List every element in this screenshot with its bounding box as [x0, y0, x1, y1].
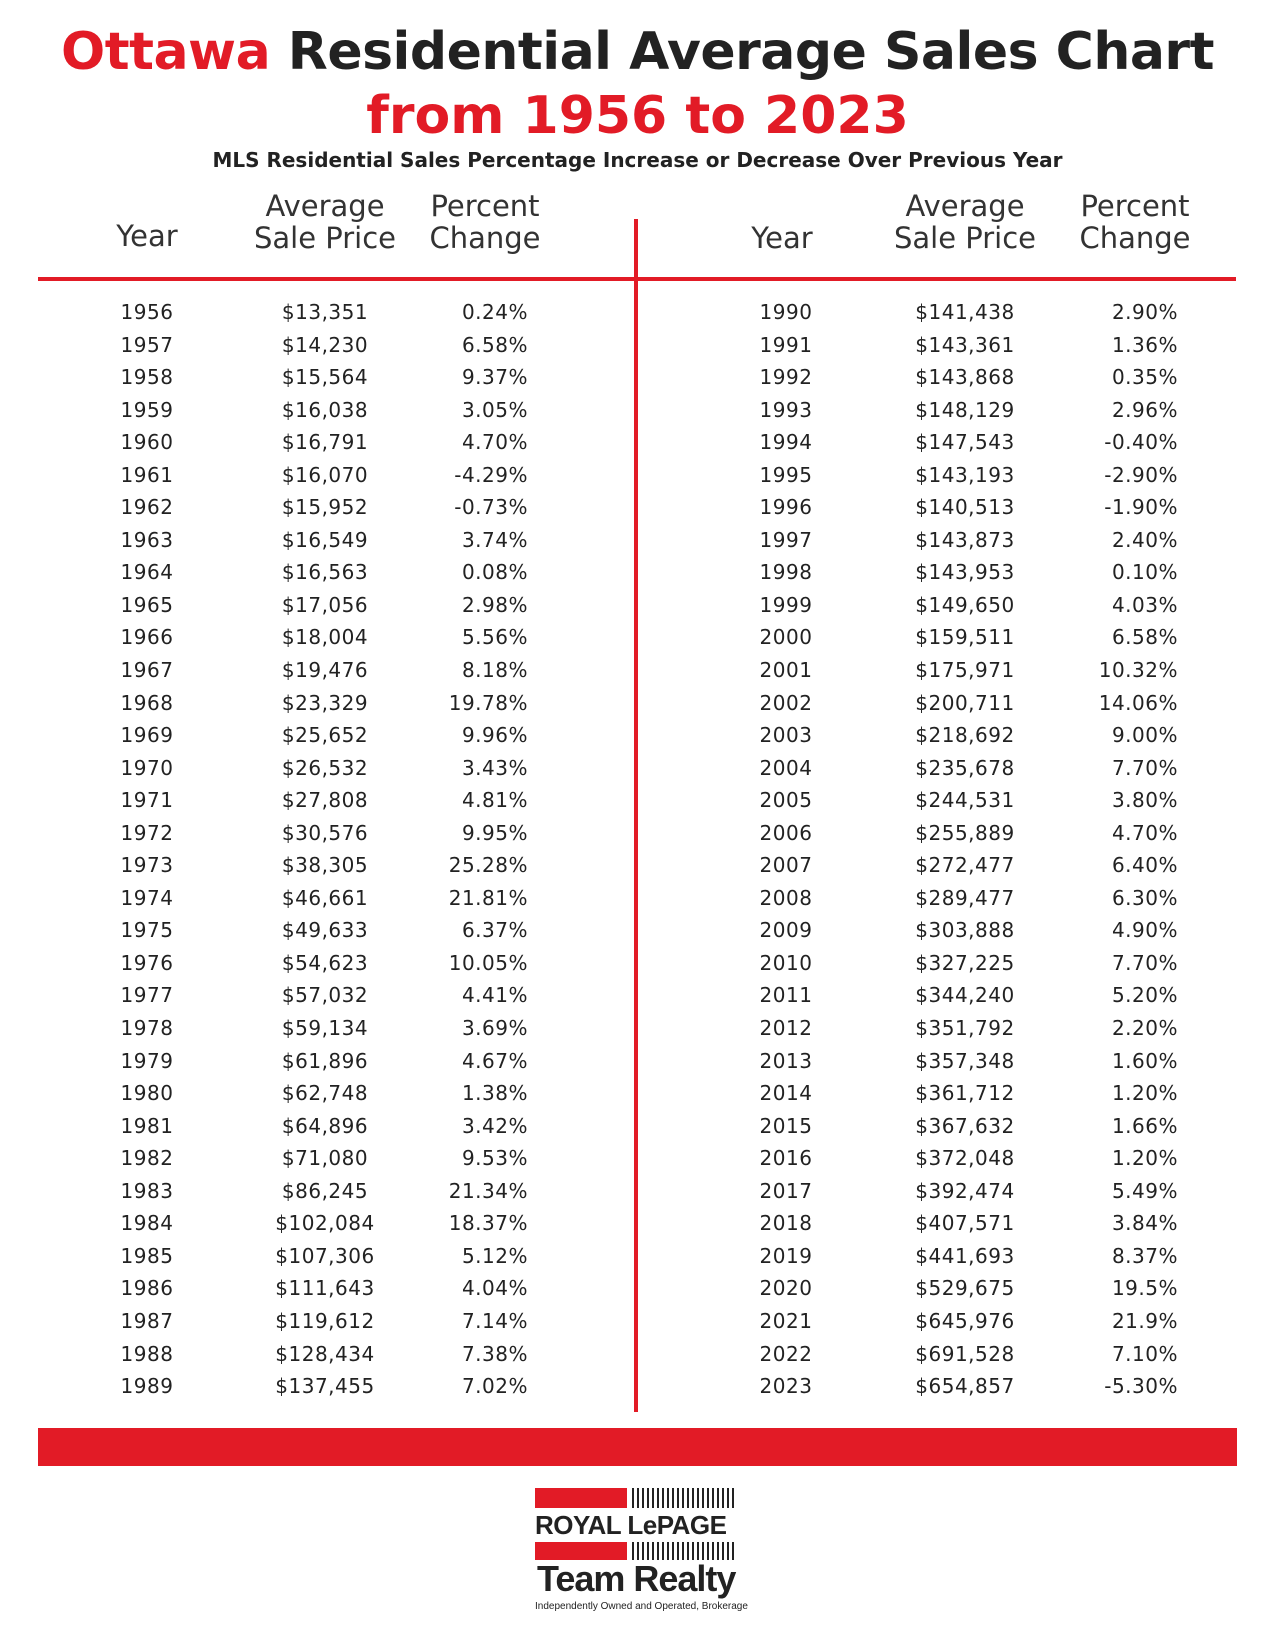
left-header-avg-line2: Sale Price	[253, 221, 397, 255]
cell-year: 1966	[120, 625, 174, 650]
cell-price: $54,623	[281, 950, 369, 975]
cell-price: $59,134	[281, 1016, 369, 1041]
cell-percent: 6.30%	[1111, 885, 1178, 910]
cell-price: $654,857	[915, 1374, 1015, 1399]
cell-price: $529,675	[915, 1276, 1015, 1301]
cell-year: 2008	[759, 885, 813, 910]
cell-year: 1968	[120, 690, 174, 715]
cell-price: $143,361	[915, 332, 1015, 357]
cell-price: $27,808	[281, 788, 369, 813]
cell-year: 2012	[759, 1016, 813, 1041]
cell-year: 2018	[759, 1211, 813, 1236]
cell-percent: 9.95%	[461, 820, 528, 845]
page-title	[0, 22, 1275, 82]
cell-price: $244,531	[915, 788, 1015, 813]
cell-year: 2001	[759, 658, 813, 683]
cell-percent: 5.56%	[461, 625, 528, 650]
cell-year: 2007	[759, 853, 813, 878]
cell-percent: -1.90%	[1104, 495, 1178, 520]
cell-price: $26,532	[281, 755, 369, 780]
cell-percent: 5.49%	[1111, 1178, 1178, 1203]
cell-year: 1994	[759, 430, 813, 455]
cell-percent: 3.43%	[461, 755, 528, 780]
cell-price: $16,038	[281, 397, 369, 422]
cell-year: 1993	[759, 397, 813, 422]
cell-percent: -0.40%	[1104, 430, 1178, 455]
cell-price: $107,306	[275, 1243, 375, 1268]
cell-percent: 4.70%	[1111, 820, 1178, 845]
cell-percent: 3.05%	[461, 397, 528, 422]
cell-year: 1960	[120, 430, 174, 455]
cell-price: $46,661	[281, 885, 369, 910]
cell-price: $119,612	[275, 1308, 375, 1333]
cell-percent: 4.70%	[461, 430, 528, 455]
cell-year: 1997	[759, 527, 813, 552]
cell-percent: 1.20%	[1111, 1146, 1178, 1171]
cell-price: $141,438	[915, 300, 1015, 324]
cell-price: $13,351	[281, 300, 369, 324]
footer-bar	[38, 1428, 1237, 1466]
cell-year: 2022	[759, 1341, 813, 1366]
cell-percent: 4.03%	[1111, 592, 1178, 617]
cell-price: $147,543	[915, 430, 1015, 455]
cell-price: $149,650	[915, 592, 1015, 617]
right-header-avg-line2: Sale Price	[893, 221, 1037, 255]
cell-price: $407,571	[915, 1211, 1015, 1236]
left-header-year: Year	[116, 219, 178, 253]
cell-year: 2006	[759, 820, 813, 845]
cell-year: 1987	[120, 1308, 174, 1333]
cell-year: 1977	[120, 983, 174, 1008]
cell-price: $357,348	[915, 1048, 1015, 1073]
cell-percent: 6.58%	[1111, 625, 1178, 650]
cell-year: 2004	[759, 755, 813, 780]
cell-percent: 25.28%	[448, 853, 528, 878]
cell-percent: 19.5%	[1111, 1276, 1178, 1301]
cell-year: 2003	[759, 723, 813, 748]
cell-percent: 2.96%	[1111, 397, 1178, 422]
cell-percent: -4.29%	[454, 462, 528, 487]
cell-price: $159,511	[915, 625, 1015, 650]
cell-year: 1985	[120, 1243, 174, 1268]
cell-year: 1983	[120, 1178, 174, 1203]
cell-year: 1959	[120, 397, 174, 422]
cell-price: $255,889	[915, 820, 1015, 845]
cell-percent: 1.36%	[1111, 332, 1178, 357]
cell-percent: 6.37%	[461, 918, 528, 943]
cell-price: $140,513	[915, 495, 1015, 520]
cell-year: 1980	[120, 1081, 174, 1106]
cell-year: 1972	[120, 820, 174, 845]
cell-percent: 10.05%	[448, 950, 528, 975]
cell-percent: 0.35%	[1111, 365, 1178, 390]
cell-percent: 4.67%	[461, 1048, 528, 1073]
cell-year: 1971	[120, 788, 174, 813]
cell-price: $272,477	[915, 853, 1015, 878]
cell-percent: 3.80%	[1111, 788, 1178, 813]
cell-percent: 4.41%	[461, 983, 528, 1008]
right-header-pct-line1: Percent	[1080, 189, 1190, 223]
cell-year: 2000	[759, 625, 813, 650]
cell-price: $25,652	[281, 723, 369, 748]
cell-percent: 0.24%	[461, 300, 528, 324]
cell-price: $17,056	[281, 592, 369, 617]
cell-year: 2010	[759, 950, 813, 975]
cell-price: $16,791	[281, 430, 369, 455]
cell-price: $148,129	[915, 397, 1015, 422]
cell-year: 2014	[759, 1081, 813, 1106]
cell-year: 1999	[759, 592, 813, 617]
cell-price: $15,564	[281, 365, 369, 390]
cell-year: 1984	[120, 1211, 174, 1236]
cell-year: 1976	[120, 950, 174, 975]
cell-percent: 2.90%	[1111, 300, 1178, 324]
page-subtitle: MLS Residential Sales Percentage Increase or Decrease Over Previous Year	[212, 148, 1063, 172]
cell-year: 2002	[759, 690, 813, 715]
cell-price: $71,080	[281, 1146, 369, 1171]
cell-percent: 7.10%	[1111, 1341, 1178, 1366]
cell-price: $64,896	[281, 1113, 369, 1138]
cell-year: 2011	[759, 983, 813, 1008]
cell-year: 1990	[759, 300, 813, 324]
cell-percent: 1.20%	[1111, 1081, 1178, 1106]
cell-year: 2020	[759, 1276, 813, 1301]
cell-year: 2023	[759, 1374, 813, 1399]
cell-percent: 5.20%	[1111, 983, 1178, 1008]
cell-percent: 21.81%	[448, 885, 528, 910]
cell-price: $175,971	[915, 658, 1015, 683]
cell-percent: 9.37%	[461, 365, 528, 390]
cell-year: 2017	[759, 1178, 813, 1203]
cell-year: 1986	[120, 1276, 174, 1301]
cell-year: 1988	[120, 1341, 174, 1366]
cell-price: $344,240	[915, 983, 1015, 1008]
cell-percent: 21.9%	[1111, 1308, 1178, 1333]
header-rule-left	[38, 277, 636, 281]
right-header-pct-line2: Change	[1079, 221, 1191, 255]
cell-percent: 3.84%	[1111, 1211, 1178, 1236]
cell-price: $372,048	[915, 1146, 1015, 1171]
title-rest: Residential Average Sales Chart	[287, 22, 1214, 82]
cell-percent: 9.96%	[461, 723, 528, 748]
left-header-avg-line1: Average	[265, 189, 385, 223]
column-divider	[634, 219, 638, 1412]
cell-price: $235,678	[915, 755, 1015, 780]
cell-year: 2015	[759, 1113, 813, 1138]
cell-percent: 4.90%	[1111, 918, 1178, 943]
cell-year: 1995	[759, 462, 813, 487]
cell-year: 2013	[759, 1048, 813, 1073]
logo-stripes-top	[632, 1488, 734, 1508]
cell-price: $61,896	[281, 1048, 369, 1073]
cell-percent: 21.34%	[448, 1178, 528, 1203]
cell-percent: 19.78%	[448, 690, 528, 715]
cell-percent: 7.02%	[461, 1374, 528, 1399]
cell-percent: 7.14%	[461, 1308, 528, 1333]
cell-percent: 2.20%	[1111, 1016, 1178, 1041]
cell-percent: 0.08%	[461, 560, 528, 585]
cell-price: $645,976	[915, 1308, 1015, 1333]
cell-price: $289,477	[915, 885, 1015, 910]
cell-year: 1992	[759, 365, 813, 390]
cell-year: 1956	[120, 300, 174, 324]
cell-price: $351,792	[915, 1016, 1015, 1041]
cell-percent: 7.70%	[1111, 950, 1178, 975]
left-header-pct-line1: Percent	[430, 189, 540, 223]
cell-price: $16,070	[281, 462, 369, 487]
cell-percent: 18.37%	[448, 1211, 528, 1236]
cell-year: 1974	[120, 885, 174, 910]
cell-percent: -5.30%	[1104, 1374, 1178, 1399]
cell-year: 1982	[120, 1146, 174, 1171]
cell-percent: 9.00%	[1111, 723, 1178, 748]
cell-percent: 2.98%	[461, 592, 528, 617]
cell-price: $18,004	[281, 625, 369, 650]
cell-year: 1957	[120, 332, 174, 357]
cell-year: 2019	[759, 1243, 813, 1268]
cell-price: $143,953	[915, 560, 1015, 585]
cell-percent: 4.81%	[461, 788, 528, 813]
cell-percent: 6.40%	[1111, 853, 1178, 878]
cell-year: 1978	[120, 1016, 174, 1041]
cell-percent: 3.69%	[461, 1016, 528, 1041]
cell-percent: 9.53%	[461, 1146, 528, 1171]
cell-year: 1967	[120, 658, 174, 683]
cell-year: 1962	[120, 495, 174, 520]
cell-price: $303,888	[915, 918, 1015, 943]
cell-price: $441,693	[915, 1243, 1015, 1268]
cell-price: $143,873	[915, 527, 1015, 552]
cell-year: 1975	[120, 918, 174, 943]
cell-percent: 7.70%	[1111, 755, 1178, 780]
cell-percent: 5.12%	[461, 1243, 528, 1268]
cell-price: $14,230	[281, 332, 369, 357]
cell-price: $30,576	[281, 820, 369, 845]
cell-percent: 6.58%	[461, 332, 528, 357]
right-header-avg-line1: Average	[905, 189, 1025, 223]
cell-percent: 4.04%	[461, 1276, 528, 1301]
cell-percent: 1.66%	[1111, 1113, 1178, 1138]
cell-price: $392,474	[915, 1178, 1015, 1203]
cell-percent: 8.37%	[1111, 1243, 1178, 1268]
title-city: Ottawa	[61, 22, 271, 82]
cell-price: $23,329	[281, 690, 369, 715]
cell-year: 2005	[759, 788, 813, 813]
title-date-range: from 1956 to 2023	[366, 86, 909, 146]
cell-year: 1963	[120, 527, 174, 552]
cell-price: $86,245	[281, 1178, 369, 1203]
cell-percent: 3.74%	[461, 527, 528, 552]
cell-percent: 1.38%	[461, 1081, 528, 1106]
cell-year: 1979	[120, 1048, 174, 1073]
cell-price: $62,748	[281, 1081, 369, 1106]
cell-percent: 0.10%	[1111, 560, 1178, 585]
cell-price: $137,455	[275, 1374, 375, 1399]
cell-percent: -0.73%	[454, 495, 528, 520]
cell-year: 1961	[120, 462, 174, 487]
cell-price: $16,563	[281, 560, 369, 585]
cell-percent: 2.40%	[1111, 527, 1178, 552]
cell-year: 1981	[120, 1113, 174, 1138]
cell-price: $102,084	[275, 1211, 375, 1236]
cell-percent: 8.18%	[461, 658, 528, 683]
cell-year: 1996	[759, 495, 813, 520]
royal-lepage-logo	[535, 1488, 748, 1618]
cell-price: $691,528	[915, 1341, 1015, 1366]
logo-red-bar-top	[535, 1488, 627, 1508]
cell-price: $327,225	[915, 950, 1015, 975]
cell-price: $143,193	[915, 462, 1015, 487]
cell-year: 1964	[120, 560, 174, 585]
cell-percent: 3.42%	[461, 1113, 528, 1138]
cell-percent: -2.90%	[1104, 462, 1178, 487]
cell-price: $15,952	[281, 495, 369, 520]
cell-price: $38,305	[281, 853, 369, 878]
cell-year: 1965	[120, 592, 174, 617]
cell-price: $143,868	[915, 365, 1015, 390]
cell-price: $111,643	[275, 1276, 375, 1301]
header-rule-right	[638, 277, 1236, 281]
right-header-year: Year	[751, 221, 813, 255]
cell-price: $57,032	[281, 983, 369, 1008]
cell-year: 1998	[759, 560, 813, 585]
cell-year: 1958	[120, 365, 174, 390]
logo-team-realty: Team Realty	[537, 1558, 736, 1599]
logo-tagline: Independently Owned and Operated, Brokerage	[535, 1601, 748, 1612]
cell-price: $128,434	[275, 1341, 375, 1366]
cell-price: $367,632	[915, 1113, 1015, 1138]
cell-percent: 14.06%	[1098, 690, 1178, 715]
cell-price: $361,712	[915, 1081, 1015, 1106]
cell-year: 1991	[759, 332, 813, 357]
cell-price: $49,633	[281, 918, 369, 943]
cell-year: 1969	[120, 723, 174, 748]
cell-price: $200,711	[915, 690, 1015, 715]
cell-price: $19,476	[281, 658, 369, 683]
cell-price: $16,549	[281, 527, 369, 552]
cell-percent: 1.60%	[1111, 1048, 1178, 1073]
cell-year: 2021	[759, 1308, 813, 1333]
left-header-pct-line2: Change	[429, 221, 541, 255]
cell-year: 1989	[120, 1374, 174, 1399]
cell-year: 1970	[120, 755, 174, 780]
cell-year: 1973	[120, 853, 174, 878]
cell-price: $218,692	[915, 723, 1015, 748]
cell-percent: 10.32%	[1098, 658, 1178, 683]
cell-year: 2009	[759, 918, 813, 943]
logo-royal-lepage: ROYAL LePAGE	[535, 1510, 727, 1540]
cell-percent: 7.38%	[461, 1341, 528, 1366]
cell-year: 2016	[759, 1146, 813, 1171]
